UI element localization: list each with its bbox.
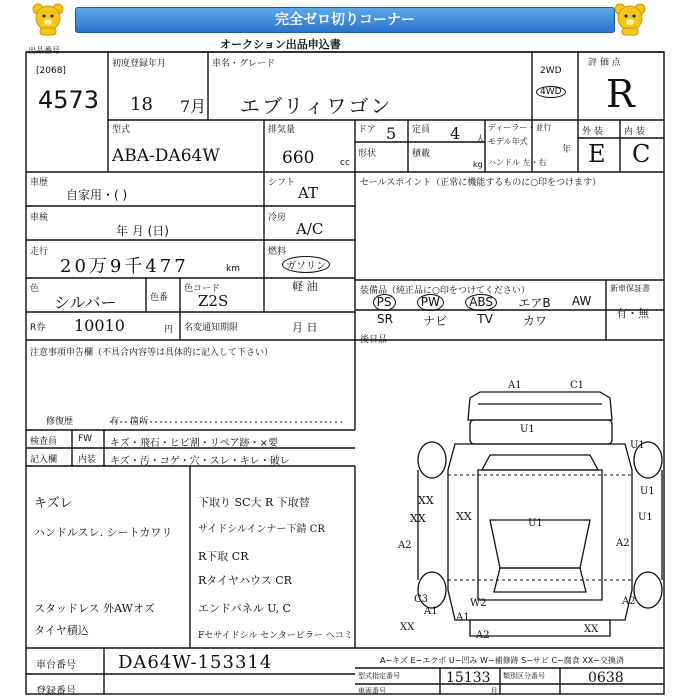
yen-unit: 円 [164, 325, 174, 335]
diagram-mark: W2 [470, 598, 487, 609]
equipment-ps: PS [373, 294, 396, 311]
cc-unit: cc [340, 158, 350, 168]
dealer-label: ディーラー・並行 [488, 123, 552, 132]
equipment-tv: TV [477, 312, 493, 326]
inspection: 年 月 (日) [116, 224, 169, 238]
diagram-mark: A2 [398, 540, 412, 551]
guarantee: 有・無 [616, 307, 649, 320]
type-no-label: 型式指定番号 [358, 672, 400, 680]
repair-place: 箇所 [130, 417, 149, 427]
color-code: Z2S [198, 292, 229, 310]
doors: 5 [386, 124, 397, 143]
aircon: A/C [296, 220, 324, 238]
lot-box-label: 出品番号 [28, 46, 60, 55]
remark-right-6: Fセサイドシル センターピラー ヘコミ [198, 631, 353, 641]
interior-label: 内 装 [624, 127, 645, 137]
class-no: 0638 [588, 670, 624, 686]
drive-4wd: 4WD [536, 86, 566, 98]
remark-right-4: Rタイヤハウス CR [198, 574, 292, 587]
r-tax-label: R券 [30, 323, 46, 333]
inspector-label: 検査員 [30, 437, 58, 447]
doors-label: ドア [358, 125, 376, 135]
exterior-label: 外 装 [582, 127, 603, 137]
first-reg-month: 7月 [180, 97, 207, 116]
equipment-label: 装備品（純正品に○印をつけてください） [360, 286, 530, 296]
lot-small: [2068] [36, 66, 66, 76]
diagram-mark: XX [456, 510, 472, 523]
auction-title: オークション出品申込書 [220, 38, 341, 51]
usage: 自家用・( ) [66, 188, 128, 202]
equipment-navi: ナビ [423, 314, 448, 328]
guarantee-label: 新車保証書 [610, 284, 650, 293]
legend: A−キズ E−エクボ U−凹み W−補修跡 S−サビ C−腐食 XX−交換済 [380, 656, 624, 665]
diagram-mark: U1 [630, 440, 645, 451]
color-label: 色 [30, 284, 40, 294]
diagram-mark: A1 [424, 606, 438, 617]
remark-right-3: R下取 CR [198, 550, 249, 563]
diagram-mark: C3 [414, 594, 429, 605]
shift-label: シフト [268, 178, 296, 188]
color: シルバー [54, 293, 117, 312]
month-label: 月 [490, 687, 498, 696]
remark-left-3: スタッドレス 外AWオズ [34, 602, 155, 615]
first-reg-label: 初度登録年月 [112, 59, 167, 69]
color-code-label: 色コード [184, 284, 221, 294]
type-no: 15133 [446, 670, 491, 686]
equipment-row-2 [362, 312, 562, 329]
handle-label: ハンドル 左・右 [488, 158, 547, 167]
shift: AT [298, 184, 319, 202]
rear-items-label: 後日品 [360, 335, 388, 345]
recorder-label: 記入欄 [30, 455, 58, 465]
first-reg-year: 18 [130, 94, 153, 115]
diagram-mark: XX [418, 494, 434, 507]
inside-label: 内装 [78, 455, 97, 465]
lot-number: 4573 [38, 86, 100, 114]
remark-left-4: タイヤ積込 [34, 624, 89, 637]
equipment-pw: PW [417, 294, 444, 311]
mileage-label: 走行 [30, 247, 49, 257]
repair-label: 修復歴 [46, 417, 74, 427]
shape-label: 形状 [358, 149, 377, 159]
sales-points-label: セールスポイント（正常に機能するものに○印をつけます） [360, 178, 602, 188]
model-year-label: モデル年式 [488, 137, 528, 146]
vehicle-label: 車両番号 [358, 687, 386, 695]
remark-right-5: エンドパネル U, C [198, 602, 291, 615]
fuel-label: 燃料 [268, 247, 287, 257]
equipment-row-1 [362, 294, 602, 311]
fuel-gas: ガソリン [282, 256, 330, 273]
deadline: 月 日 [292, 321, 318, 334]
fw-label: FW [78, 434, 93, 444]
equipment-leather: カワ [522, 314, 547, 328]
remark-right-1: 下取り SC大 R 下取替 [198, 496, 310, 509]
usage-label: 車歴 [30, 178, 49, 188]
year-unit: 年 [562, 145, 572, 155]
deadline-label: 名変通知期限 [184, 323, 239, 333]
exterior-grade: E [588, 140, 606, 168]
rating-label: 評 価 点 [588, 58, 621, 68]
load-label: 積載 [412, 149, 431, 159]
class-no-label: 類別区分番号 [503, 672, 545, 680]
banner-title: 完全ゼロ切りコーナー [75, 7, 615, 33]
kg-unit: kg [473, 160, 483, 169]
displacement-label: 排気量 [268, 125, 296, 135]
vehicle-name-label: 車名・グレード [212, 59, 276, 69]
diagram-mark: U1 [528, 518, 543, 529]
diagram-mark: A2 [476, 630, 490, 641]
diagram-mark: XX [584, 624, 599, 635]
equipment-sr: SR [377, 312, 394, 326]
diagram-mark: A2 [616, 538, 630, 549]
diagram-mark: C1 [570, 380, 585, 391]
model-label: 型式 [112, 125, 131, 135]
aircon-label: 冷房 [268, 213, 287, 223]
chassis-number: DA64W-153314 [118, 652, 273, 673]
diagram-mark: XX [400, 622, 415, 633]
r-tax: 10010 [74, 316, 125, 335]
diagram-mark: A1 [456, 612, 470, 623]
equipment-abs: ABS [465, 294, 497, 311]
drive-2wd: 2WD [540, 66, 562, 76]
km-unit: km [226, 264, 240, 274]
displacement: 660 [282, 148, 315, 168]
remark-left-2: ハンドルスレ. シートカワリ [34, 526, 173, 539]
inside-items: キズ・汚・コゲ・穴・スレ・キレ・破レ [110, 456, 290, 467]
equipment-airbag: エアB [518, 296, 551, 310]
diagram-mark: XX [410, 512, 426, 525]
repair-value: 有 [110, 417, 120, 427]
model: ABA-DA64W [112, 146, 220, 166]
diagram-mark: A2 [622, 596, 636, 607]
diagram-mark: U1 [638, 512, 653, 523]
diagram-mark: U1 [520, 424, 535, 435]
mileage: 20万9千477 [60, 256, 189, 277]
diagram-mark: U1 [640, 486, 655, 497]
equipment-aw: AW [571, 294, 592, 308]
remark-left-1: キズレ [34, 496, 73, 511]
declare-label: 注意事項申告欄（不具合内容等は具体的に記入して下さい） [30, 348, 274, 358]
interior-grade: C [632, 140, 651, 168]
fuel-diesel: 軽 油 [292, 280, 318, 293]
rating: R [606, 72, 635, 116]
diagram-mark: A1 [508, 380, 522, 391]
capacity: 4 [450, 124, 461, 143]
inspection-label: 車検 [30, 213, 49, 223]
remark-right-2: サイドシルインナー下錆 CR [198, 524, 325, 535]
fw-items: キズ・飛石・ヒビ割・リペア跡・×要 [110, 438, 278, 449]
color-no-label: 色番 [150, 293, 169, 303]
reg-no-label: 登録番号 [36, 686, 76, 697]
person-unit: 人 [476, 135, 486, 145]
capacity-label: 定員 [412, 125, 431, 135]
chassis-label: 車台番号 [36, 660, 76, 671]
vehicle-name: エブリィワゴン [240, 94, 393, 118]
